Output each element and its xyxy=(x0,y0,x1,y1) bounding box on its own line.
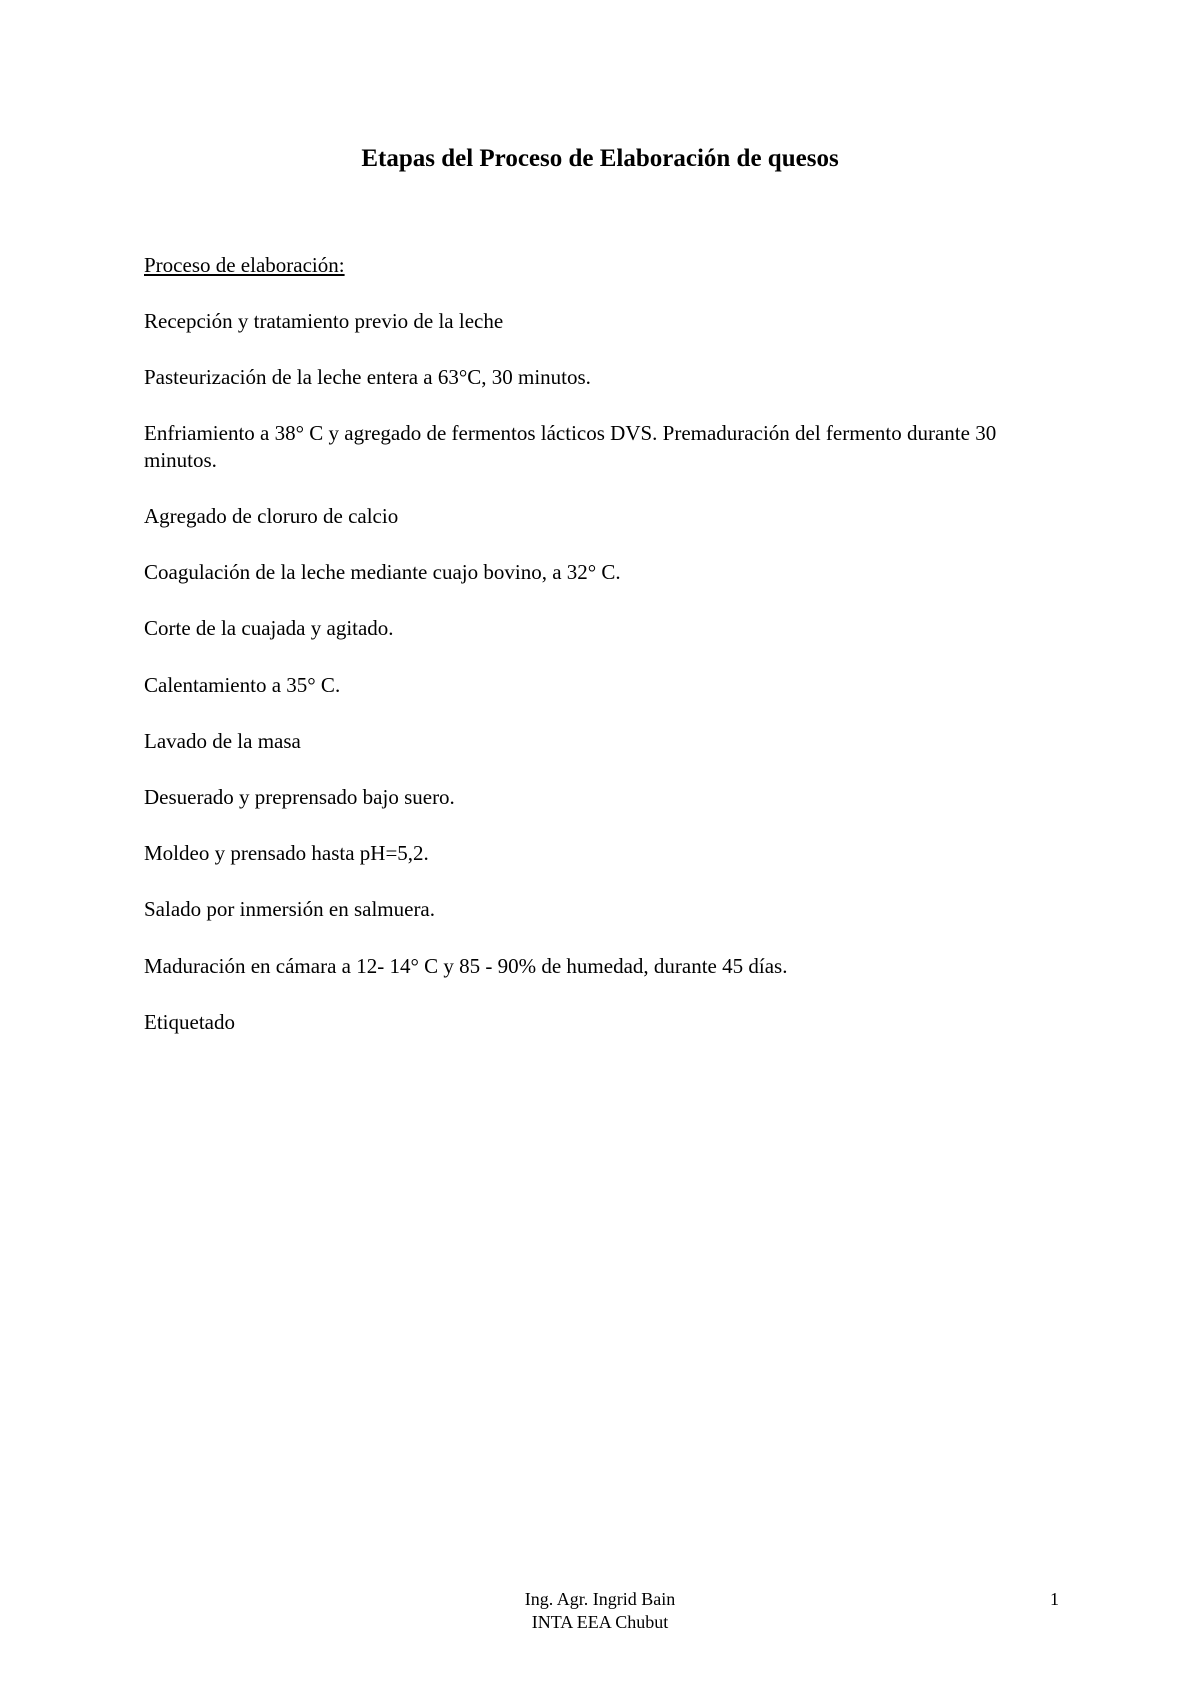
process-step: Calentamiento a 35° C. xyxy=(144,673,341,697)
process-step: Corte de la cuajada y agitado. xyxy=(144,616,394,640)
process-step: Coagulación de la leche mediante cuajo bovino, a 32° C. xyxy=(144,560,621,584)
process-step: Agregado de cloruro de calcio xyxy=(144,504,399,528)
page-number: 1 xyxy=(1050,1589,1059,1609)
page-title: Etapas del Proceso de Elaboración de quesos xyxy=(361,145,839,172)
process-step: Moldeo y prensado hasta pH=5,2. xyxy=(144,841,429,865)
process-step: Recepción y tratamiento previo de la leche xyxy=(144,309,504,333)
page-footer xyxy=(0,1588,1200,1634)
footer-author: Ing. Agr. Ingrid Bain xyxy=(524,1589,676,1609)
section-heading: Proceso de elaboración: xyxy=(144,253,345,277)
process-step: Etiquetado xyxy=(144,1010,235,1034)
process-step: Pasteurización de la leche entera a 63°C, 30 minutos. xyxy=(144,365,591,389)
process-step: Lavado de la masa xyxy=(144,729,301,753)
process-step: Enfriamiento a 38° C y agregado de fermentos lácticos DVS. Premaduración del fermento durante 30 minutos. xyxy=(144,421,997,472)
process-step: Desuerado y preprensado bajo suero. xyxy=(144,785,455,809)
process-step: Salado por inmersión en salmuera. xyxy=(144,897,436,921)
footer-institution: INTA EEA Chubut xyxy=(531,1612,669,1632)
process-step: Maduración en cámara a 12- 14° C y 85 - 90% de humedad, durante 45 días. xyxy=(144,954,788,978)
